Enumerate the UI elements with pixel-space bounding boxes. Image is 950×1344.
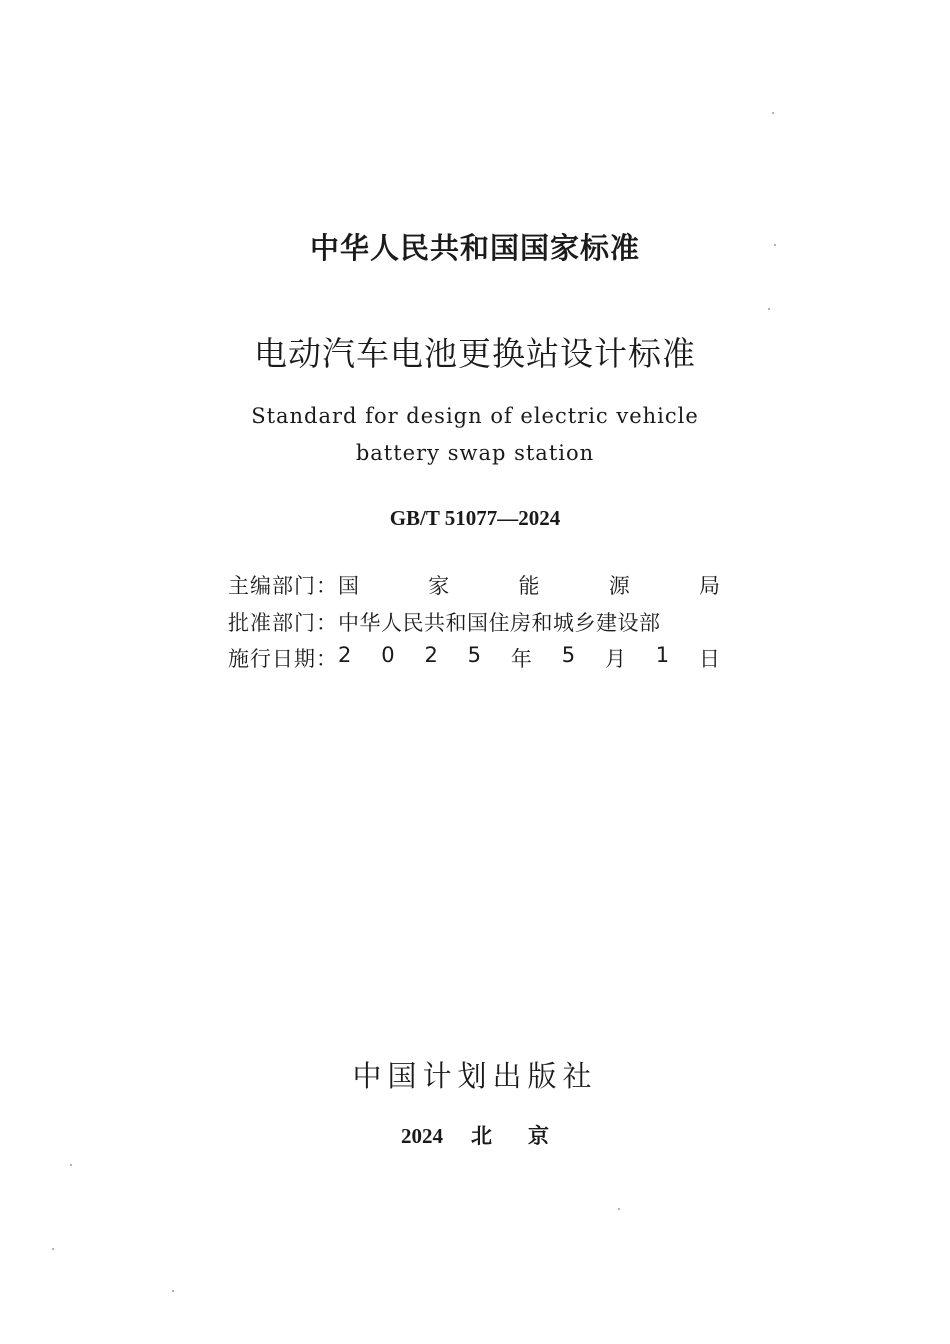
document-title-en-line-1: Standard for design of electric vehicle xyxy=(251,404,699,428)
editor-value xyxy=(338,570,720,600)
editor-char: 局 xyxy=(699,574,720,599)
approver-value: 中华人民共和国住房和城乡建设部 xyxy=(338,610,661,635)
date-char: 5 xyxy=(467,643,482,668)
approver-label: 批准部门： xyxy=(228,610,338,635)
date-value xyxy=(338,643,720,673)
scan-speck xyxy=(772,112,774,114)
date-label: 施行日期： xyxy=(228,647,338,672)
publisher-name: 中国计划出版社 xyxy=(352,1059,598,1093)
document-title-en-line-2: battery swap station xyxy=(355,441,595,465)
publication-city-char-1: 北 xyxy=(471,1124,492,1148)
date-char: 2 xyxy=(338,643,352,668)
publication-year: 2024 xyxy=(401,1124,443,1148)
info-block xyxy=(228,567,720,677)
standard-code: GB/T 51077—2024 xyxy=(389,506,561,530)
date-char: 月 xyxy=(604,647,626,672)
date-char: 日 xyxy=(699,647,720,672)
date-char: 5 xyxy=(561,643,576,668)
editor-char: 国 xyxy=(338,574,359,599)
approver-row xyxy=(228,604,720,641)
scan-speck xyxy=(70,1164,72,1166)
date-char: 0 xyxy=(381,643,395,668)
national-standard-heading: 中华人民共和国国家标准 xyxy=(309,231,640,265)
editor-label: 主编部门： xyxy=(228,574,338,599)
scan-speck xyxy=(768,308,770,310)
editor-char: 能 xyxy=(518,574,540,599)
date-char: 年 xyxy=(510,647,532,672)
scan-speck xyxy=(618,1208,620,1210)
editor-row xyxy=(228,567,720,604)
date-row xyxy=(228,640,720,677)
scan-speck xyxy=(172,1290,174,1292)
scan-speck xyxy=(774,244,776,246)
editor-char: 家 xyxy=(428,574,450,599)
publication-city-char-2: 京 xyxy=(528,1124,549,1148)
date-char: 1 xyxy=(655,643,670,668)
date-char: 2 xyxy=(424,643,438,668)
document-title-zh: 电动汽车电池更换站设计标准 xyxy=(254,334,696,373)
editor-char: 源 xyxy=(608,574,630,599)
publication-line xyxy=(0,1120,950,1150)
scan-speck xyxy=(52,1248,54,1250)
